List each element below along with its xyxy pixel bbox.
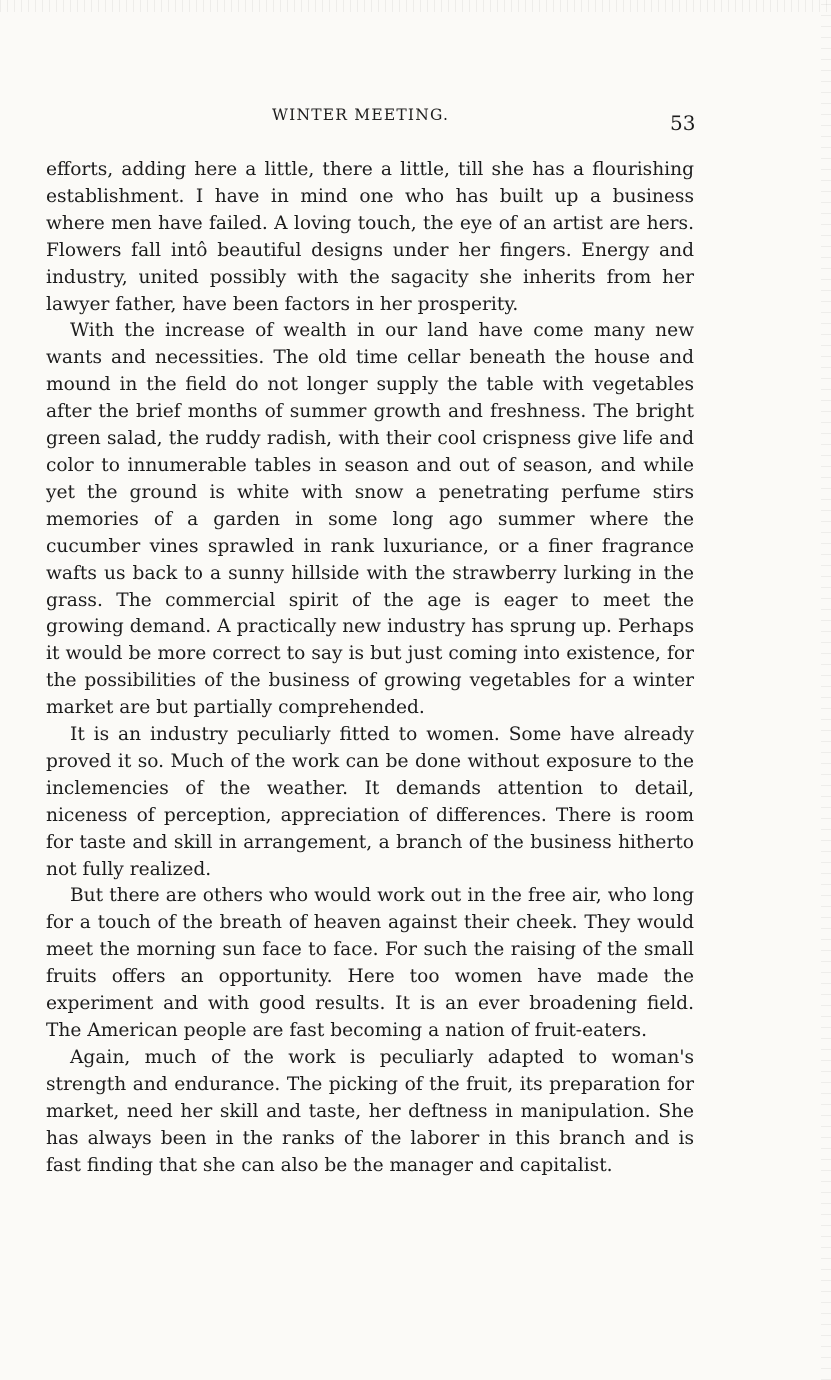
body-text [46, 157, 694, 1179]
page-number: 53 [670, 111, 696, 135]
scan-edge-top [0, 0, 831, 12]
running-title: WINTER MEETING. [272, 106, 450, 124]
scan-edge-right [821, 0, 831, 1380]
paragraph-3: It is an industry peculiarly fitted to women. Some have already proved it so. Much of the work can be done without exposure to the inclemencies of the weather. It demands attention to detail, niceness of perception, appreciation of differences. There is room for taste and skill in arrangement, a branch of the business hitherto not fully realized. [46, 724, 694, 880]
paragraph-2: With the increase of wealth in our land have come many new wants and necessities. The old time cellar beneath the house and mound in the field do not longer supply the table with vegetables after the brief months of summer growth and freshness. The bright green salad, the ruddy radish, with their cool crispness give life and color to innumerable tables in season and out of season, and while yet the ground is white with snow a penetrating perfume stirs memories of a garden in some long ago summer where the cucumber vines sprawled in rank luxuriance, or a finer fragrance wafts us back to a sunny hillside with the strawberry lurking in the grass. The commercial spirit of the age is eager to meet the growing demand. A practically new industry has sprung up. Perhaps it would be more correct to say is but just coming into existence, for the possibilities of the business of growing vegetables for a winter market are but partially comprehended. [46, 320, 694, 719]
paragraph-5: Again, much of the work is peculiarly adapted to woman's strength and endurance. The picking of the fruit, its preparation for market, need her skill and taste, her deftness in manipulation. She has always been in the ranks of the laborer in this branch and is fast finding that she can also be the manager and capitalist. [46, 1046, 694, 1176]
paragraph-4: But there are others who would work out in the free air, who long for a touch of the breath of heaven against their cheek. They would meet the morning sun face to face. For such the raising of the small fruits offers an opportunity. Here too women have made the experiment and with good results. It is an ever broadening field. The American people are fast becoming a nation of fruit-eaters. [46, 885, 694, 1041]
paragraph-1: efforts, adding here a little, there a little, till she has a flourishing establishment. I have in mind one who has built up a business where men have failed. A loving touch, the eye of an artist are hers. Flowers fall intô beautiful designs under her fingers. Energy and industry, united possibly with the sagacity she inherits from her lawyer father, have been factors in her prosperity. [46, 159, 694, 315]
